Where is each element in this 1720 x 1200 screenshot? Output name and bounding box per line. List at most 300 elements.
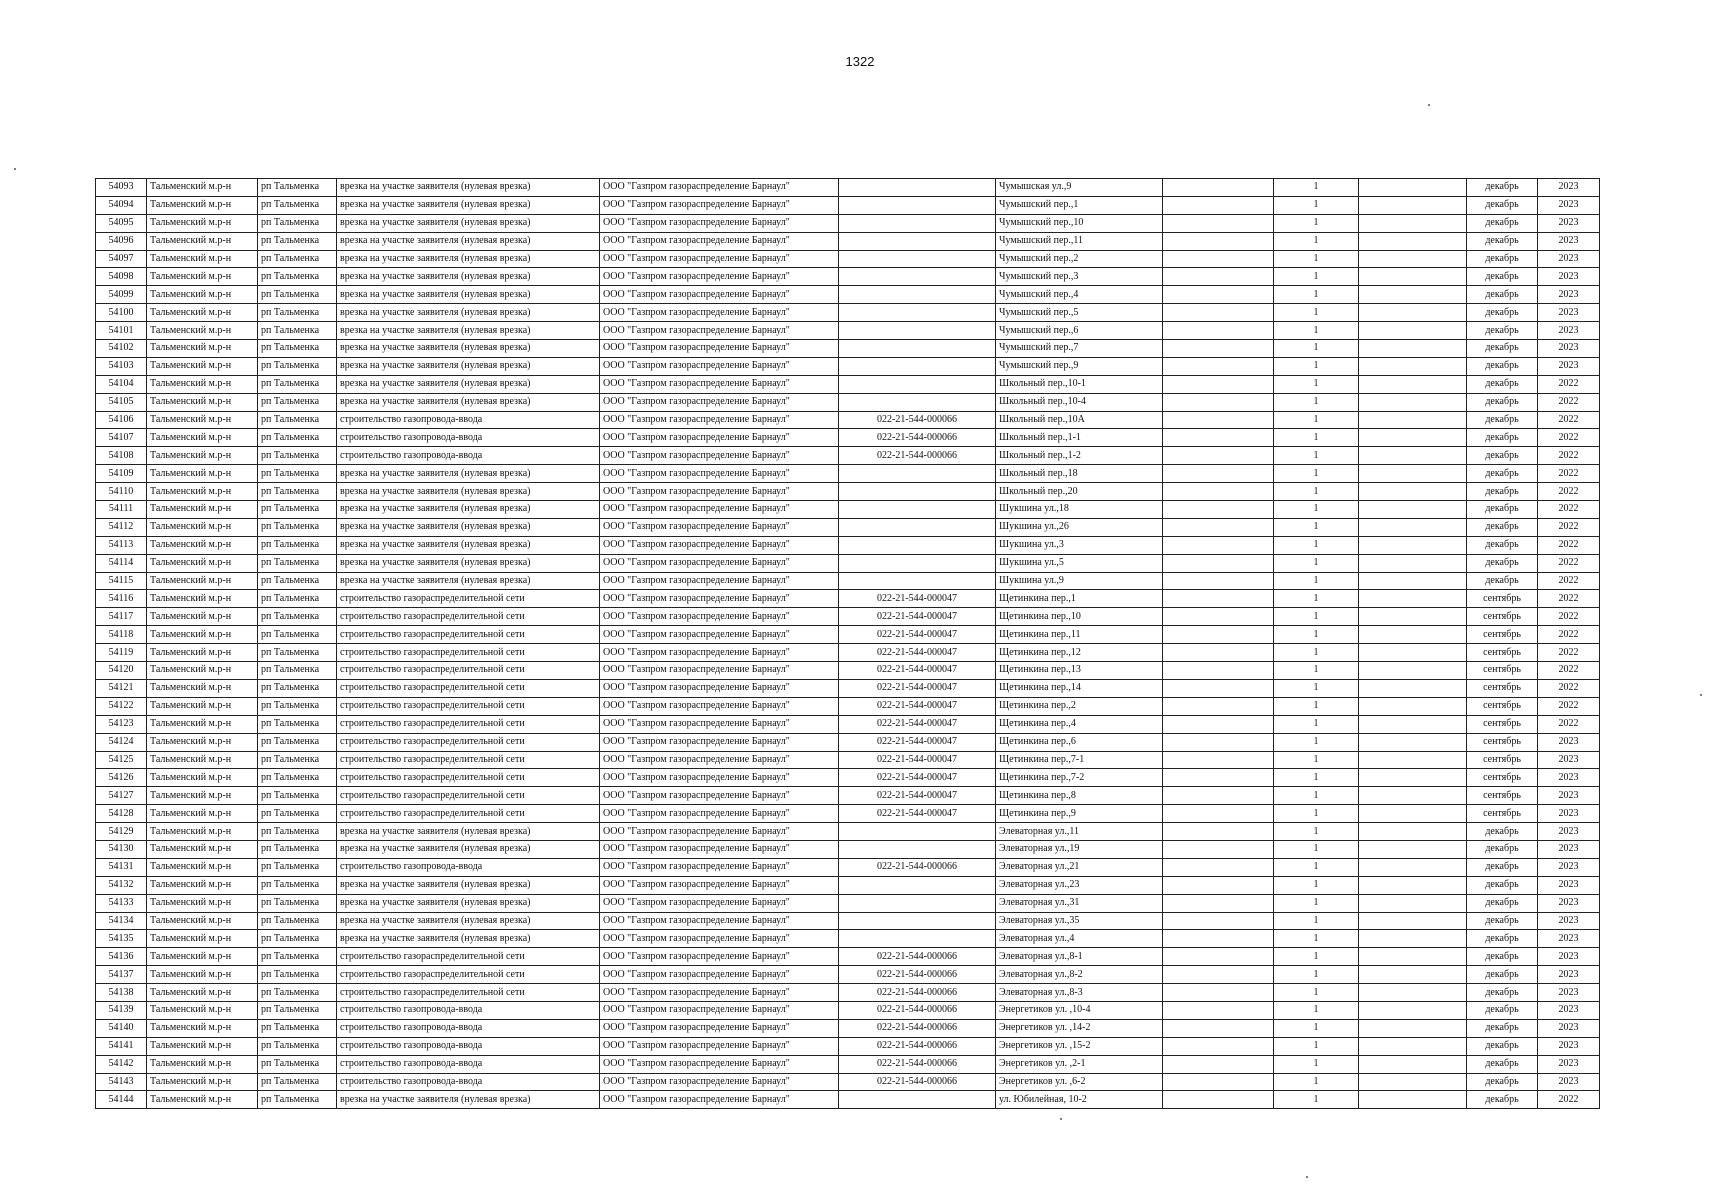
cell-settlement: рп Тальменка — [258, 447, 337, 465]
cell-month: декабрь — [1467, 1091, 1538, 1109]
cell-contract-number — [839, 518, 996, 536]
table-row — [96, 930, 1600, 948]
cell-settlement: рп Тальменка — [258, 322, 337, 340]
cell-organization: ООО "Газпром газораспределение Барнаул" — [600, 483, 839, 501]
cell-quantity: 1 — [1274, 840, 1359, 858]
scan-speck — [14, 168, 16, 170]
cell-empty — [1163, 196, 1274, 214]
cell-quantity: 1 — [1274, 1001, 1359, 1019]
cell-empty — [1163, 590, 1274, 608]
cell-id: 54142 — [96, 1055, 147, 1073]
cell-address: Щетинкина пер.,7-2 — [996, 769, 1163, 787]
cell-year: 2022 — [1538, 626, 1600, 644]
cell-district: Тальменский м.р-н — [147, 733, 258, 751]
cell-month: декабрь — [1467, 196, 1538, 214]
scan-speck — [1700, 694, 1702, 696]
cell-address: Энергетиков ул. ,2-1 — [996, 1055, 1163, 1073]
cell-empty — [1359, 1019, 1467, 1037]
cell-quantity: 1 — [1274, 232, 1359, 250]
cell-month: декабрь — [1467, 465, 1538, 483]
cell-month: декабрь — [1467, 268, 1538, 286]
cell-district: Тальменский м.р-н — [147, 787, 258, 805]
cell-id: 54135 — [96, 930, 147, 948]
cell-organization: ООО "Газпром газораспределение Барнаул" — [600, 268, 839, 286]
cell-year: 2023 — [1538, 948, 1600, 966]
table-row — [96, 322, 1600, 340]
cell-work-type: строительство газораспределительной сети — [337, 608, 600, 626]
cell-quantity: 1 — [1274, 250, 1359, 268]
cell-quantity: 1 — [1274, 626, 1359, 644]
cell-quantity: 1 — [1274, 286, 1359, 304]
cell-contract-number: 022-21-544-000047 — [839, 608, 996, 626]
cell-contract-number — [839, 572, 996, 590]
cell-month: декабрь — [1467, 501, 1538, 519]
cell-contract-number — [839, 268, 996, 286]
cell-district: Тальменский м.р-н — [147, 322, 258, 340]
cell-organization: ООО "Газпром газораспределение Барнаул" — [600, 930, 839, 948]
cell-district: Тальменский м.р-н — [147, 429, 258, 447]
cell-quantity: 1 — [1274, 1055, 1359, 1073]
cell-year: 2023 — [1538, 268, 1600, 286]
cell-year: 2022 — [1538, 572, 1600, 590]
cell-work-type: врезка на участке заявителя (нулевая врезка) — [337, 214, 600, 232]
cell-work-type: врезка на участке заявителя (нулевая врезка) — [337, 465, 600, 483]
cell-empty — [1359, 662, 1467, 680]
cell-year: 2023 — [1538, 322, 1600, 340]
cell-quantity: 1 — [1274, 930, 1359, 948]
cell-quantity: 1 — [1274, 357, 1359, 375]
cell-settlement: рп Тальменка — [258, 536, 337, 554]
cell-contract-number — [839, 465, 996, 483]
cell-district: Тальменский м.р-н — [147, 626, 258, 644]
cell-month: декабрь — [1467, 984, 1538, 1002]
cell-organization: ООО "Газпром газораспределение Барнаул" — [600, 286, 839, 304]
cell-month: декабрь — [1467, 1055, 1538, 1073]
cell-year: 2023 — [1538, 196, 1600, 214]
cell-work-type: врезка на участке заявителя (нулевая врезка) — [337, 304, 600, 322]
cell-id: 54095 — [96, 214, 147, 232]
cell-year: 2023 — [1538, 1037, 1600, 1055]
cell-empty — [1359, 840, 1467, 858]
cell-organization: ООО "Газпром газораспределение Барнаул" — [600, 322, 839, 340]
cell-address: Элеваторная ул.,31 — [996, 894, 1163, 912]
cell-year: 2023 — [1538, 912, 1600, 930]
cell-year: 2023 — [1538, 858, 1600, 876]
cell-work-type: врезка на участке заявителя (нулевая врезка) — [337, 268, 600, 286]
cell-work-type: строительство газораспределительной сети — [337, 751, 600, 769]
cell-address: Чумышская ул.,9 — [996, 179, 1163, 197]
cell-district: Тальменский м.р-н — [147, 214, 258, 232]
table-body — [96, 179, 1600, 1109]
cell-month: сентябрь — [1467, 733, 1538, 751]
cell-year: 2023 — [1538, 823, 1600, 841]
cell-year: 2022 — [1538, 1091, 1600, 1109]
cell-year: 2022 — [1538, 536, 1600, 554]
cell-empty — [1163, 733, 1274, 751]
cell-settlement: рп Тальменка — [258, 286, 337, 304]
cell-settlement: рп Тальменка — [258, 840, 337, 858]
cell-empty — [1359, 196, 1467, 214]
cell-address: Щетинкина пер.,8 — [996, 787, 1163, 805]
cell-month: сентябрь — [1467, 715, 1538, 733]
cell-contract-number: 022-21-544-000066 — [839, 429, 996, 447]
cell-district: Тальменский м.р-н — [147, 1019, 258, 1037]
cell-id: 54109 — [96, 465, 147, 483]
cell-address: Шукшина ул.,5 — [996, 554, 1163, 572]
cell-year: 2023 — [1538, 805, 1600, 823]
cell-settlement: рп Тальменка — [258, 876, 337, 894]
cell-organization: ООО "Газпром газораспределение Барнаул" — [600, 912, 839, 930]
cell-quantity: 1 — [1274, 536, 1359, 554]
cell-settlement: рп Тальменка — [258, 912, 337, 930]
table-row — [96, 1073, 1600, 1091]
cell-id: 54125 — [96, 751, 147, 769]
cell-empty — [1163, 787, 1274, 805]
cell-empty — [1163, 304, 1274, 322]
cell-work-type: строительство газораспределительной сети — [337, 644, 600, 662]
cell-district: Тальменский м.р-н — [147, 858, 258, 876]
cell-organization: ООО "Газпром газораспределение Барнаул" — [600, 733, 839, 751]
cell-address: Элеваторная ул.,19 — [996, 840, 1163, 858]
cell-year: 2022 — [1538, 483, 1600, 501]
cell-year: 2023 — [1538, 787, 1600, 805]
cell-id: 54099 — [96, 286, 147, 304]
table-row — [96, 679, 1600, 697]
cell-empty — [1359, 1073, 1467, 1091]
cell-empty — [1359, 948, 1467, 966]
cell-district: Тальменский м.р-н — [147, 411, 258, 429]
cell-quantity: 1 — [1274, 697, 1359, 715]
cell-empty — [1163, 232, 1274, 250]
cell-month: декабрь — [1467, 179, 1538, 197]
cell-month: декабрь — [1467, 554, 1538, 572]
cell-month: декабрь — [1467, 322, 1538, 340]
cell-organization: ООО "Газпром газораспределение Барнаул" — [600, 823, 839, 841]
cell-empty — [1163, 465, 1274, 483]
cell-empty — [1359, 805, 1467, 823]
cell-settlement: рп Тальменка — [258, 930, 337, 948]
cell-settlement: рп Тальменка — [258, 626, 337, 644]
cell-settlement: рп Тальменка — [258, 357, 337, 375]
cell-quantity: 1 — [1274, 1073, 1359, 1091]
cell-address: Школьный пер.,10-1 — [996, 375, 1163, 393]
cell-month: декабрь — [1467, 823, 1538, 841]
cell-empty — [1163, 823, 1274, 841]
cell-empty — [1359, 304, 1467, 322]
cell-contract-number — [839, 930, 996, 948]
cell-year: 2023 — [1538, 1001, 1600, 1019]
cell-organization: ООО "Газпром газораспределение Барнаул" — [600, 304, 839, 322]
cell-address: Щетинкина пер.,1 — [996, 590, 1163, 608]
table-row — [96, 1055, 1600, 1073]
cell-year: 2023 — [1538, 250, 1600, 268]
cell-empty — [1163, 966, 1274, 984]
cell-settlement: рп Тальменка — [258, 644, 337, 662]
cell-district: Тальменский м.р-н — [147, 697, 258, 715]
cell-contract-number: 022-21-544-000047 — [839, 787, 996, 805]
cell-address: Чумышский пер.,6 — [996, 322, 1163, 340]
cell-id: 54140 — [96, 1019, 147, 1037]
cell-settlement: рп Тальменка — [258, 662, 337, 680]
cell-empty — [1163, 751, 1274, 769]
cell-work-type: врезка на участке заявителя (нулевая врезка) — [337, 340, 600, 358]
cell-empty — [1163, 250, 1274, 268]
cell-empty — [1163, 536, 1274, 554]
cell-settlement: рп Тальменка — [258, 429, 337, 447]
cell-quantity: 1 — [1274, 733, 1359, 751]
cell-work-type: строительство газопровода-ввода — [337, 1019, 600, 1037]
cell-month: декабрь — [1467, 250, 1538, 268]
table-row — [96, 286, 1600, 304]
cell-work-type: врезка на участке заявителя (нулевая врезка) — [337, 483, 600, 501]
cell-month: декабрь — [1467, 304, 1538, 322]
cell-settlement: рп Тальменка — [258, 250, 337, 268]
table-row — [96, 787, 1600, 805]
cell-organization: ООО "Газпром газораспределение Барнаул" — [600, 375, 839, 393]
cell-settlement: рп Тальменка — [258, 1019, 337, 1037]
cell-empty — [1163, 357, 1274, 375]
cell-settlement: рп Тальменка — [258, 554, 337, 572]
table-row — [96, 948, 1600, 966]
cell-empty — [1163, 393, 1274, 411]
cell-contract-number: 022-21-544-000047 — [839, 626, 996, 644]
cell-district: Тальменский м.р-н — [147, 518, 258, 536]
cell-quantity: 1 — [1274, 447, 1359, 465]
cell-organization: ООО "Газпром газораспределение Барнаул" — [600, 805, 839, 823]
cell-contract-number — [839, 250, 996, 268]
cell-contract-number — [839, 304, 996, 322]
cell-contract-number — [839, 1091, 996, 1109]
cell-year: 2023 — [1538, 179, 1600, 197]
cell-id: 54127 — [96, 787, 147, 805]
cell-quantity: 1 — [1274, 322, 1359, 340]
cell-contract-number — [839, 823, 996, 841]
cell-empty — [1163, 679, 1274, 697]
cell-quantity: 1 — [1274, 590, 1359, 608]
cell-address: Шукшина ул.,3 — [996, 536, 1163, 554]
cell-contract-number: 022-21-544-000047 — [839, 679, 996, 697]
cell-empty — [1163, 286, 1274, 304]
cell-contract-number — [839, 357, 996, 375]
cell-contract-number: 022-21-544-000066 — [839, 1019, 996, 1037]
table-row — [96, 1091, 1600, 1109]
cell-month: декабрь — [1467, 393, 1538, 411]
cell-id: 54110 — [96, 483, 147, 501]
cell-quantity: 1 — [1274, 429, 1359, 447]
table-row — [96, 554, 1600, 572]
cell-month: декабрь — [1467, 840, 1538, 858]
cell-district: Тальменский м.р-н — [147, 483, 258, 501]
cell-empty — [1163, 1055, 1274, 1073]
gasification-registry-table — [95, 178, 1600, 1109]
cell-address: Щетинкина пер.,9 — [996, 805, 1163, 823]
cell-year: 2023 — [1538, 1073, 1600, 1091]
cell-district: Тальменский м.р-н — [147, 590, 258, 608]
cell-empty — [1359, 751, 1467, 769]
cell-organization: ООО "Газпром газораспределение Барнаул" — [600, 572, 839, 590]
cell-organization: ООО "Газпром газораспределение Барнаул" — [600, 1055, 839, 1073]
cell-month: сентябрь — [1467, 590, 1538, 608]
table-row — [96, 805, 1600, 823]
cell-address: Чумышский пер.,5 — [996, 304, 1163, 322]
cell-address: Шукшина ул.,26 — [996, 518, 1163, 536]
cell-address: Щетинкина пер.,7-1 — [996, 751, 1163, 769]
table-row — [96, 697, 1600, 715]
cell-contract-number: 022-21-544-000066 — [839, 447, 996, 465]
table-row — [96, 984, 1600, 1002]
table-row — [96, 536, 1600, 554]
cell-month: сентябрь — [1467, 608, 1538, 626]
cell-settlement: рп Тальменка — [258, 751, 337, 769]
cell-organization: ООО "Газпром газораспределение Барнаул" — [600, 1001, 839, 1019]
cell-contract-number — [839, 483, 996, 501]
cell-contract-number: 022-21-544-000066 — [839, 411, 996, 429]
cell-address: Щетинкина пер.,4 — [996, 715, 1163, 733]
cell-work-type: строительство газораспределительной сети — [337, 984, 600, 1002]
cell-address: Чумышский пер.,2 — [996, 250, 1163, 268]
table-row — [96, 375, 1600, 393]
cell-district: Тальменский м.р-н — [147, 196, 258, 214]
cell-year: 2022 — [1538, 375, 1600, 393]
cell-year: 2023 — [1538, 286, 1600, 304]
cell-year: 2022 — [1538, 554, 1600, 572]
cell-quantity: 1 — [1274, 393, 1359, 411]
cell-empty — [1359, 268, 1467, 286]
cell-work-type: строительство газопровода-ввода — [337, 858, 600, 876]
cell-year: 2022 — [1538, 411, 1600, 429]
table-row — [96, 501, 1600, 519]
cell-organization: ООО "Газпром газораспределение Барнаул" — [600, 894, 839, 912]
cell-contract-number: 022-21-544-000047 — [839, 733, 996, 751]
cell-address: Элеваторная ул.,21 — [996, 858, 1163, 876]
cell-quantity: 1 — [1274, 554, 1359, 572]
cell-settlement: рп Тальменка — [258, 984, 337, 1002]
cell-work-type: строительство газораспределительной сети — [337, 715, 600, 733]
cell-id: 54106 — [96, 411, 147, 429]
cell-work-type: врезка на участке заявителя (нулевая врезка) — [337, 232, 600, 250]
cell-id: 54134 — [96, 912, 147, 930]
cell-empty — [1359, 715, 1467, 733]
cell-month: декабрь — [1467, 1073, 1538, 1091]
cell-work-type: врезка на участке заявителя (нулевая врезка) — [337, 554, 600, 572]
cell-work-type: строительство газопровода-ввода — [337, 1001, 600, 1019]
cell-year: 2023 — [1538, 214, 1600, 232]
cell-settlement: рп Тальменка — [258, 1055, 337, 1073]
cell-district: Тальменский м.р-н — [147, 250, 258, 268]
cell-settlement: рп Тальменка — [258, 769, 337, 787]
cell-empty — [1163, 930, 1274, 948]
cell-month: сентябрь — [1467, 751, 1538, 769]
cell-month: декабрь — [1467, 214, 1538, 232]
cell-organization: ООО "Газпром газораспределение Барнаул" — [600, 357, 839, 375]
cell-empty — [1163, 805, 1274, 823]
cell-settlement: рп Тальменка — [258, 1037, 337, 1055]
cell-quantity: 1 — [1274, 769, 1359, 787]
cell-id: 54103 — [96, 357, 147, 375]
cell-year: 2022 — [1538, 679, 1600, 697]
cell-empty — [1359, 644, 1467, 662]
cell-organization: ООО "Газпром газораспределение Барнаул" — [600, 393, 839, 411]
cell-quantity: 1 — [1274, 572, 1359, 590]
cell-month: декабрь — [1467, 340, 1538, 358]
table-row — [96, 769, 1600, 787]
cell-empty — [1359, 447, 1467, 465]
cell-work-type: врезка на участке заявителя (нулевая врезка) — [337, 876, 600, 894]
table-row — [96, 823, 1600, 841]
cell-id: 54122 — [96, 697, 147, 715]
cell-work-type: врезка на участке заявителя (нулевая врезка) — [337, 501, 600, 519]
cell-empty — [1359, 697, 1467, 715]
cell-address: ул. Юбилейная, 10-2 — [996, 1091, 1163, 1109]
cell-address: Щетинкина пер.,11 — [996, 626, 1163, 644]
cell-address: Чумышский пер.,1 — [996, 196, 1163, 214]
cell-settlement: рп Тальменка — [258, 805, 337, 823]
cell-id: 54100 — [96, 304, 147, 322]
table-row — [96, 858, 1600, 876]
cell-quantity: 1 — [1274, 858, 1359, 876]
cell-quantity: 1 — [1274, 966, 1359, 984]
cell-empty — [1359, 518, 1467, 536]
table-row — [96, 1037, 1600, 1055]
cell-month: декабрь — [1467, 572, 1538, 590]
cell-month: декабрь — [1467, 375, 1538, 393]
cell-address: Щетинкина пер.,6 — [996, 733, 1163, 751]
cell-organization: ООО "Газпром газораспределение Барнаул" — [600, 751, 839, 769]
cell-empty — [1163, 554, 1274, 572]
cell-empty — [1359, 179, 1467, 197]
cell-month: сентябрь — [1467, 644, 1538, 662]
cell-quantity: 1 — [1274, 876, 1359, 894]
cell-settlement: рп Тальменка — [258, 733, 337, 751]
cell-contract-number: 022-21-544-000066 — [839, 858, 996, 876]
cell-empty — [1359, 733, 1467, 751]
cell-year: 2022 — [1538, 429, 1600, 447]
cell-quantity: 1 — [1274, 912, 1359, 930]
cell-district: Тальменский м.р-н — [147, 876, 258, 894]
cell-month: сентябрь — [1467, 662, 1538, 680]
cell-work-type: врезка на участке заявителя (нулевая врезка) — [337, 572, 600, 590]
cell-address: Школьный пер.,10А — [996, 411, 1163, 429]
cell-contract-number — [839, 196, 996, 214]
cell-work-type: строительство газораспределительной сети — [337, 805, 600, 823]
cell-empty — [1163, 179, 1274, 197]
table-row — [96, 1001, 1600, 1019]
cell-address: Энергетиков ул. ,6-2 — [996, 1073, 1163, 1091]
scan-speck — [1306, 1176, 1308, 1178]
cell-contract-number — [839, 179, 996, 197]
cell-month: декабрь — [1467, 966, 1538, 984]
cell-empty — [1359, 894, 1467, 912]
cell-month: декабрь — [1467, 536, 1538, 554]
cell-id: 54126 — [96, 769, 147, 787]
cell-contract-number: 022-21-544-000066 — [839, 1037, 996, 1055]
cell-quantity: 1 — [1274, 214, 1359, 232]
cell-quantity: 1 — [1274, 787, 1359, 805]
cell-settlement: рп Тальменка — [258, 608, 337, 626]
cell-month: сентябрь — [1467, 679, 1538, 697]
cell-id: 54107 — [96, 429, 147, 447]
table-row — [96, 662, 1600, 680]
cell-id: 54117 — [96, 608, 147, 626]
cell-id: 54139 — [96, 1001, 147, 1019]
cell-year: 2023 — [1538, 984, 1600, 1002]
table-row — [96, 411, 1600, 429]
cell-quantity: 1 — [1274, 375, 1359, 393]
cell-month: декабрь — [1467, 858, 1538, 876]
cell-empty — [1359, 1001, 1467, 1019]
cell-year: 2023 — [1538, 769, 1600, 787]
cell-settlement: рп Тальменка — [258, 590, 337, 608]
